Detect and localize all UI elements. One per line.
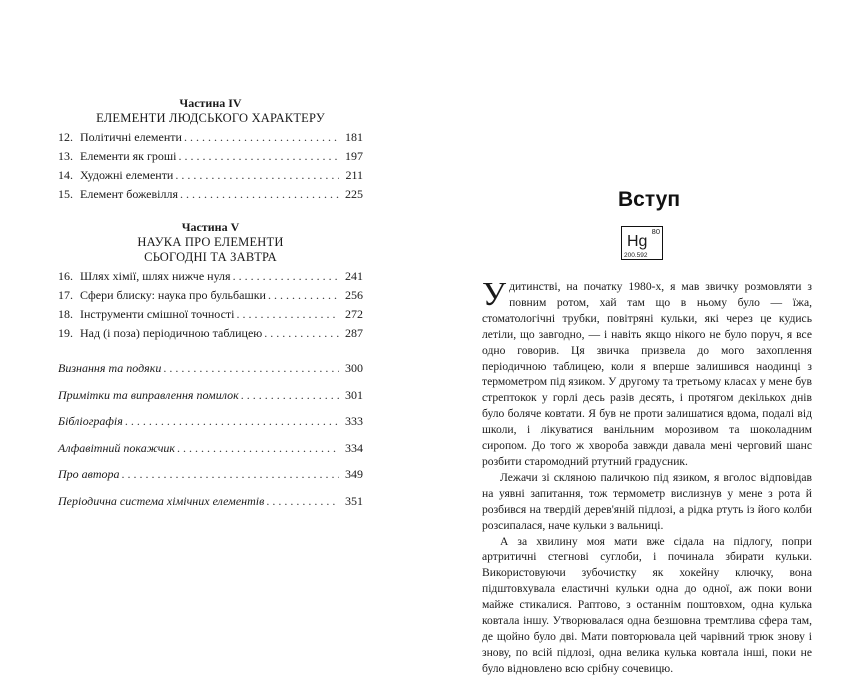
section-title: Визнання та подяки	[58, 361, 162, 375]
page-number: 197	[345, 149, 363, 163]
paragraph: Лежачи зі скляною паличкою під язиком, я вголос відповідав на уявні запитання, тож термометр вислизнув у мене з рота й розбився на твердій дерев'яній підлозі, а рідка ртуть із його колби розсипалася, наче кульки з вальниці.	[482, 470, 812, 532]
section-title: Бібліографія	[58, 414, 123, 428]
toc-entry[interactable]	[58, 128, 363, 147]
chapter-number: 17.	[58, 288, 73, 302]
dot-leader	[175, 435, 339, 462]
part-5-title-line-2: СЬОГОДНІ ТА ЗАВТРА	[144, 250, 277, 264]
toc-entry[interactable]	[58, 305, 363, 324]
page-number: 272	[345, 307, 363, 321]
page-number: 301	[345, 387, 363, 402]
page-number: 181	[345, 130, 363, 144]
toc-entry[interactable]	[58, 382, 363, 409]
dot-leader	[231, 267, 339, 286]
chapter-title: Сфери блиску: наука про бульбашки	[80, 288, 266, 302]
toc-entry[interactable]	[58, 267, 363, 286]
toc-entry[interactable]	[58, 408, 363, 435]
page-number: 241	[345, 269, 363, 283]
body-text	[482, 276, 812, 677]
dot-leader	[264, 488, 339, 515]
chapter-title: Над (і поза) періодичною таблицею	[80, 326, 263, 340]
part-4-chapters	[58, 128, 363, 204]
drop-cap: У	[482, 276, 507, 313]
right-page	[426, 0, 853, 675]
dot-leader	[239, 382, 339, 409]
atomic-number: 80	[651, 227, 660, 236]
toc-entry[interactable]	[58, 286, 363, 305]
element-symbol: Hg	[627, 233, 648, 250]
dot-leader	[182, 128, 339, 147]
part-5-heading	[58, 220, 363, 265]
dot-leader	[173, 166, 339, 185]
paragraph: А за хвилину моя мати вже сідала на підлогу, попри артритичні стегнові суглоби, і починала збирати кульки. Використовуючи зубочистку як хокейну ключку, вона підштовхувала еластичні кульки одна до одної, аж поки вони майже стикалися. Раптово, з останнім поштовхом, одна кулька ковтала іншу. Утворювалася одна безшовна тремтлива сфера там, де щойно було дві. Мати повторювала цей чарівний трюк знову і знову, по всій підлозі, одна велика кулька ковтала інші, поки не було відновлено всю срібну сочевицю.	[482, 534, 812, 675]
toc-entry[interactable]	[58, 355, 363, 382]
toc-entry[interactable]	[58, 488, 363, 515]
chapter-number: 18.	[58, 307, 73, 321]
page-number: 300	[345, 361, 363, 375]
chapter-title: Інструменти смішної точності	[80, 307, 235, 321]
dot-leader	[262, 324, 339, 343]
chapter-number: 16.	[58, 269, 73, 283]
chapter-title: Вступ	[618, 188, 681, 211]
toc-entry[interactable]	[58, 435, 363, 462]
mercury-element-tile	[621, 226, 663, 260]
dot-leader	[178, 185, 339, 204]
section-title: Примітки та виправлення помилок	[58, 387, 239, 402]
left-page	[0, 0, 426, 662]
paragraph	[482, 276, 812, 470]
chapter-number: 15.	[58, 187, 73, 201]
chapter-title: Шлях хімії, шлях нижче нуля	[80, 269, 231, 283]
toc-entry[interactable]	[58, 461, 363, 488]
dot-leader	[120, 461, 339, 488]
part-4-label: Частина IV	[179, 96, 242, 110]
dot-leader	[123, 408, 339, 435]
chapter-title: Елемент божевілля	[80, 187, 178, 201]
page-number: 333	[345, 414, 363, 428]
page-number: 225	[345, 187, 363, 201]
page-number: 349	[345, 467, 363, 481]
chapter-title: Політичні елементи	[80, 130, 182, 144]
section-title: Періодична система хімічних елементів	[58, 493, 265, 508]
toc-entry[interactable]	[58, 166, 363, 185]
section-title: Про автора	[58, 467, 120, 481]
chapter-title: Художні елементи	[80, 168, 174, 182]
toc-entry[interactable]	[58, 185, 363, 204]
page-number: 256	[345, 288, 363, 302]
chapter-number: 14.	[58, 168, 73, 182]
toc-entry[interactable]	[58, 324, 363, 343]
part-4-title: ЕЛЕМЕНТИ ЛЮДСЬКОГО ХАРАКТЕРУ	[96, 111, 325, 125]
chapter-title: Елементи як гроші	[80, 149, 177, 163]
page-number: 334	[345, 440, 363, 455]
table-of-contents	[58, 96, 363, 514]
chapter-number: 12.	[58, 130, 73, 144]
chapter-number: 13.	[58, 149, 73, 163]
chapter-number: 19.	[58, 326, 73, 340]
dot-leader	[235, 305, 339, 324]
end-matter-list	[58, 355, 363, 514]
part-5-chapters	[58, 267, 363, 343]
part-5-label: Частина V	[181, 220, 240, 234]
dot-leader	[177, 147, 340, 166]
page-number: 211	[345, 168, 363, 182]
part-4-heading	[58, 96, 363, 126]
page-number: 287	[345, 326, 363, 340]
part-5-title-line-1: НАУКА ПРО ЕЛЕМЕНТИ	[137, 235, 284, 249]
page-number: 351	[345, 493, 363, 508]
dot-leader	[161, 355, 339, 382]
atomic-mass: 200.592	[624, 252, 648, 259]
dot-leader	[266, 286, 339, 305]
toc-entry[interactable]	[58, 147, 363, 166]
section-title: Алфавітний покажчик	[58, 440, 176, 455]
paragraph-text: дитинстві, на початку 1980-х, я мав звичку розмовляти з повним ротом, хай там що в ньому було — їжа, стоматологічні трубки, повітряні кульки, які через це кудись летіли, що завгодно, — і навіть якщо нікого не було поруч, я все одно говорив. Ця звичка призвела до мого захоплення періодичною таблицею, коли я вперше залишився наодинці з термометром під язиком. У другому та третьому класах у мене був стрептокок у горлі десь разів десять, і протягом декількох днів було боляче ковтати. Я був не проти залишатися вдома, подалі від школи, і лікуватися ванільним морозивом та шоколадним сиропом. До того ж хвороба завжди давала мені черговий шанс розбити старомодний ртутний градусник.	[482, 280, 812, 468]
